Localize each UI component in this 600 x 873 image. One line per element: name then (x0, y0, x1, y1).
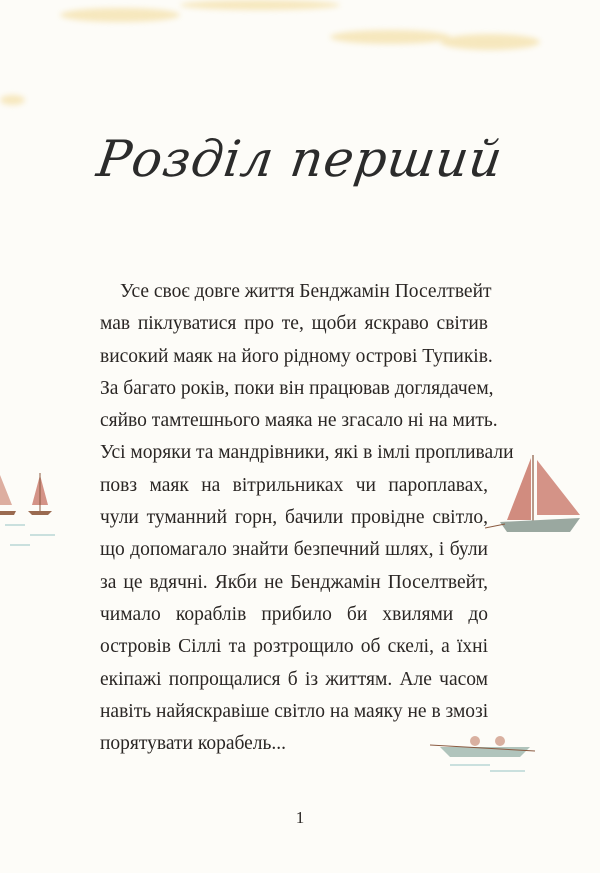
text-line: чули туманний горн, бачили провідне світло, (100, 507, 488, 529)
text-line: сяйво тамтешнього маяка не згасало ні на мить. (100, 410, 498, 432)
text-line: повз маяк на вітрильниках чи пароплавах, (100, 474, 488, 496)
text-line: Усе своє довге життя Бенджамін Поселтвейт (120, 281, 492, 302)
left-sailboats-illustration (0, 465, 70, 555)
chapter-title: Розділ перший (93, 130, 507, 188)
text-line: екіпажі попрощалися б із життям. Але часом (100, 668, 488, 690)
chapter-paragraph (100, 276, 514, 760)
text-line: що допомагало знайти безпечний шлях, і були (100, 539, 488, 561)
right-sailboat-illustration (485, 450, 585, 540)
text-line: мав піклуватися про те, щоби яскраво світив (100, 313, 488, 335)
text-line: чимало кораблів прибило би хвилями до (100, 603, 488, 625)
text-line: За багато років, поки він працював доглядачем, (100, 377, 494, 399)
text-line: Усі моряки та мандрівники, які в імлі пропливали (100, 442, 514, 464)
rowboat-illustration (430, 725, 540, 775)
text-line: високий маяк на його рідному острові Тупиків. (100, 345, 493, 367)
text-line: навіть найяскравіше світло на маяку не в змозі (100, 700, 489, 722)
text-line: порятувати корабель... (100, 733, 287, 755)
page-number: 1 (295, 808, 305, 827)
text-line: за це вдячні. Якби не Бенджамін Поселтвейт, (100, 571, 488, 593)
text-line: островів Сіллі та розтрощило об скелі, а їхні (100, 636, 488, 658)
